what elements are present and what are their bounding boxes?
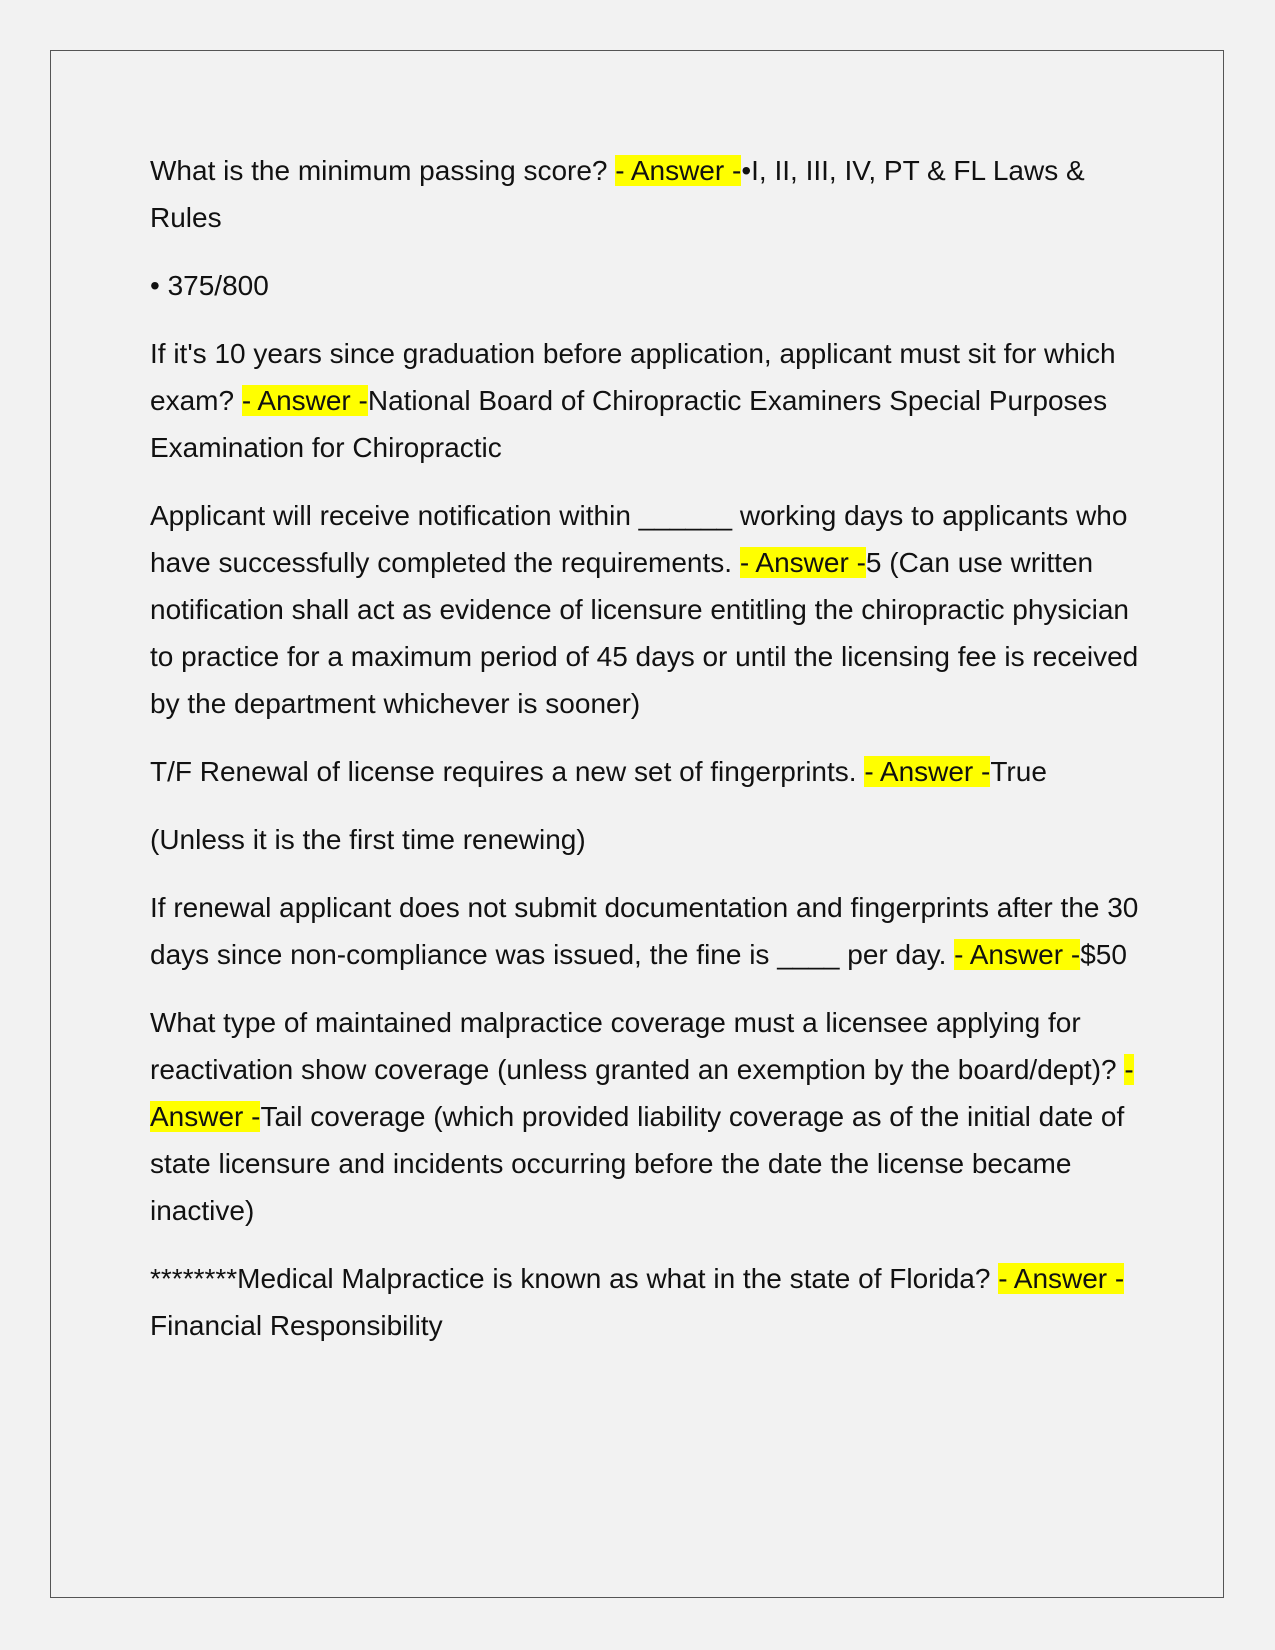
qa-block bbox=[150, 147, 1140, 241]
answer-marker: - Answer - bbox=[615, 155, 742, 186]
question-text: What is the minimum passing score? bbox=[150, 155, 616, 186]
answer-marker: - Answer - bbox=[150, 1054, 1134, 1132]
answer-marker: - Answer - bbox=[739, 547, 866, 578]
question-text: ********Medical Malpractice is known as what in the state of Florida? bbox=[150, 1263, 999, 1294]
question-text: T/F Renewal of license requires a new set of fingerprints. bbox=[150, 756, 865, 787]
qa-block bbox=[150, 1255, 1140, 1349]
answer-text: Tail coverage (which provided liability coverage as of the initial date of state licensure and incidents occurring before the date the license became inactive) bbox=[150, 1101, 1125, 1226]
answer-text: True bbox=[990, 756, 1047, 787]
answer-text: 5 (Can use written notification shall act as evidence of licensure entitling the chiropractic physician to practice for a maximum period of 45 days or until the licensing fee is received by the department whichever is sooner) bbox=[150, 547, 1139, 719]
question-text: If it's 10 years since graduation before application, applicant must sit for which exam? bbox=[150, 338, 1116, 416]
qa-block bbox=[150, 884, 1140, 978]
text-block: • 375/800 bbox=[150, 270, 269, 301]
qa-block bbox=[150, 330, 1140, 471]
answer-marker: - Answer - bbox=[998, 1263, 1125, 1294]
answer-text: •I, II, III, IV, PT & FL Laws & Rules bbox=[150, 155, 1085, 233]
qa-block bbox=[150, 492, 1140, 727]
answer-text: Financial Responsibility bbox=[150, 1310, 443, 1341]
answer-marker: - Answer - bbox=[954, 939, 1081, 970]
answer-text: National Board of Chiropractic Examiners Special Purposes Examination for Chiropractic bbox=[150, 385, 1108, 463]
question-text: What type of maintained malpractice coverage must a licensee applying for reactivation show coverage (unless granted an exemption by the board/dept)? bbox=[150, 1007, 1125, 1085]
answer-text: $50 bbox=[1080, 939, 1127, 970]
document-content bbox=[150, 147, 1140, 1370]
question-text: If renewal applicant does not submit documentation and fingerprints after the 30 days since non-compliance was issued, the fine is ____ per day. bbox=[150, 892, 1139, 970]
qa-block bbox=[150, 999, 1140, 1234]
text-block: (Unless it is the first time renewing) bbox=[150, 824, 586, 855]
answer-marker: - Answer - bbox=[241, 385, 368, 416]
question-text: Applicant will receive notification within ______ working days to applicants who have successfully completed the requirements. bbox=[150, 500, 1128, 578]
answer-marker: - Answer - bbox=[864, 756, 991, 787]
qa-block bbox=[150, 748, 1140, 795]
